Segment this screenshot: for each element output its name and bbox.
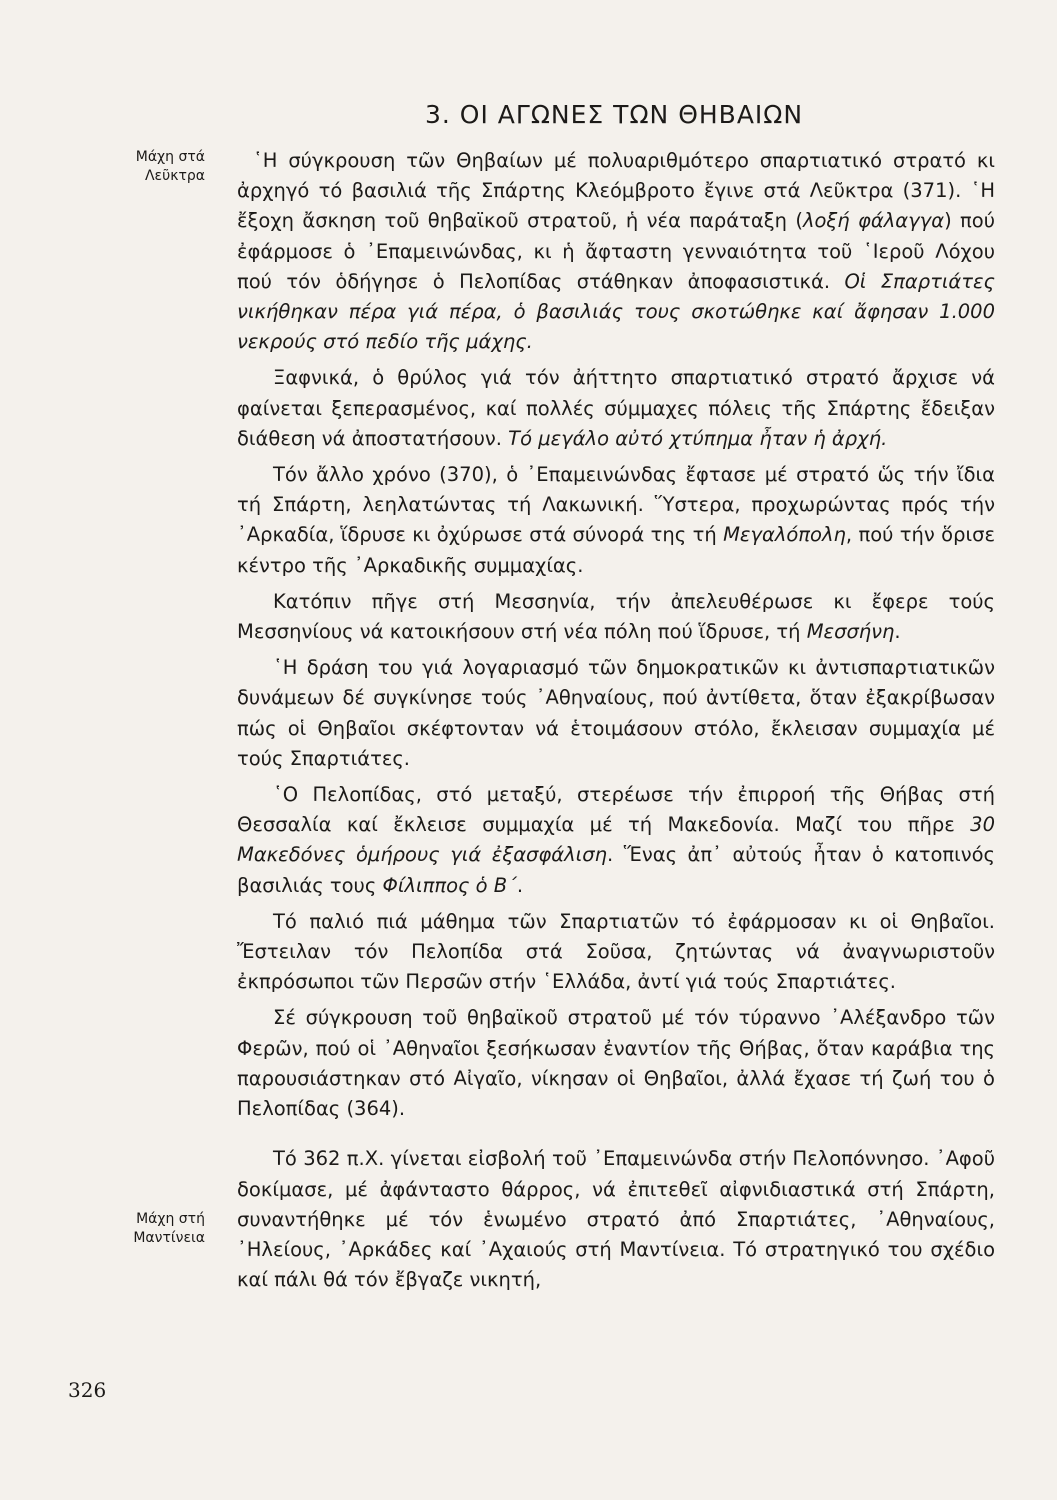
margin-note-mantineia bbox=[65, 1210, 205, 1248]
text-run: Τό 362 π.Χ. γίνεται εἰσβολή τοῦ ᾿Επαμεινώνδα στήν Πελοπόννησο. ᾿Αφοῦ δοκίμασε, μέ ἀφάνταστο θάρρος, νά ἐπιτεθεῖ αἰφνιδιαστικά στή Σπάρτη, συναντήθηκε μέ τόν ἑνωμένο στρατό ἀπό Σπαρτιάτες, ᾿Αθηναίους, ᾿Ηλείους, ᾿Αρκάδες καί ᾿Αχαιούς στή Μαντίνεια. Τό στρατηγικό του σχέδιο καί πάλι θά τόν ἔβγαζε νικητή, bbox=[237, 1147, 995, 1292]
page-number: 326 bbox=[68, 1378, 107, 1402]
margin-note-line: Λεῦκτρα bbox=[144, 168, 205, 184]
text-run: ῾Η σύγκρουση τῶν Θηβαίων μέ πολυαριθμότερο σπαρτιατικό στρατό κι ἀρχηγό τό βασιλιά τῆς Σπάρτης Κλεόμβροτο ἔγινε στά Λεῦκτρα (371). ῾Η ἔξοχη ἄσκηση τοῦ θηβαϊκοῦ στρατοῦ, ἡ νέα παράταξη ( bbox=[237, 149, 995, 233]
text-run: . bbox=[894, 620, 901, 644]
paragraph-athenians bbox=[237, 653, 995, 774]
italic-run: Φίλιππος ὁ Β΄ bbox=[382, 873, 517, 897]
paragraph-messenia bbox=[237, 587, 995, 647]
text-run: Σέ σύγκρουση τοῦ θηβαϊκοῦ στρατοῦ μέ τόν τύραννο ᾿Αλέξανδρο τῶν Φερῶν, πού οἱ ᾿Αθηναῖοι ξεσήκωσαν ἐναντίον τῆς Θήβας, ὅταν καράβια της παρουσιάστηκαν στό Αἰγαῖο, νίκησαν οἱ Θηβαῖοι, ἀλλά ἔχασε τή ζωή του ὁ Πελοπίδας (364). bbox=[237, 1006, 995, 1121]
italic-run: Μεγαλόπολη bbox=[723, 523, 846, 547]
italic-run: λοξή φάλαγγα bbox=[802, 209, 945, 233]
italic-run: Μεσσήνη bbox=[806, 620, 895, 644]
chapter-heading: 3. ΟΙ ΑΓΩΝΕΣ ΤΩΝ ΘΗΒΑΙΩΝ bbox=[425, 100, 804, 129]
italic-run: Τό μεγάλο αὐτό χτύπημα ἦταν ἡ ἀρχή. bbox=[508, 426, 888, 450]
text-run: Τόν ἄλλο χρόνο (370), ὁ ᾿Επαμεινώνδας ἔφτασε μέ στρατό ὥς τήν ἴδια τή Σπάρτη, λεηλατώντας τή Λακωνική. Ὕστερα, προχωρώντας πρός τήν ᾿Αρκαδία, ἵδρυσε κι ὀχύρωσε στά σύνορά της τή bbox=[237, 463, 995, 547]
margin-note-line: Μάχη στά bbox=[135, 149, 205, 165]
margin-note-leuktra bbox=[65, 148, 205, 186]
paragraph-mantineia bbox=[237, 1144, 995, 1295]
text-run: ῾Ο Πελοπίδας, στό μεταξύ, στερέωσε τήν ἐπιρροή τῆς Θήβας στή Θεσσαλία καί ἔκλεισε συμμαχία μέ τή Μακεδονία. Μαζί του πῆρε bbox=[237, 783, 995, 837]
paragraph-invasion bbox=[237, 460, 995, 581]
italic-run: Οἱ Σπαρτιάτες νικήθηκαν πέρα γιά πέρα, ὁ βασιλιάς τους σκοτώθηκε καί ἄφησαν 1.000 νεκρούς στό πεδίο τῆς μάχης. bbox=[237, 269, 995, 354]
text-run: ) πού ἐφάρμοσε ὁ ᾿Επαμεινώνδας, κι ἡ ἄφταστη γενναιότητα τοῦ ῾Ιεροῦ Λόχου πού τόν ὁδήγησε ὁ Πελοπίδας στάθηκαν ἀποφασιστικά. bbox=[237, 209, 995, 293]
paragraph-leuktra bbox=[237, 146, 995, 357]
text-run: ῾Η δράση του γιά λογαριασμό τῶν δημοκρατικῶν κι ἀντισπαρτιατικῶν δυνάμεων δέ συγκίνησε τούς ᾿Αθηναίους, πού ἀντίθετα, ὅταν ἐξακρίβωσαν πώς οἱ Θηβαῖοι σκέφτονταν νά ἑτοιμάσουν στόλο, ἔκλεισαν συμμαχία μέ τούς Σπαρτιάτες. bbox=[237, 656, 995, 770]
margin-note-line: Μαντίνεια bbox=[133, 1230, 205, 1246]
text-run: , πού τήν ὅρισε κέντρο τῆς ᾿Αρκαδικῆς συμμαχίας. bbox=[237, 523, 995, 577]
text-run: Ξαφνικά, ὁ θρύλος γιά τόν ἀήττητο σπαρτιατικό στρατό ἄρχισε νά φαίνεται ξεπερασμένος, καί πολλές σύμμαχες πόλεις τῆς Σπάρτης ἔδειξαν διάθεση νά ἀποστατήσουν. bbox=[237, 366, 995, 450]
text-run: . Ἕνας ἀπ᾿ αὐτούς ἦταν ὁ κατοπινός βασιλιάς τους bbox=[237, 843, 995, 897]
paragraph-susa bbox=[237, 907, 995, 998]
text-run: Τό παλιό πιά μάθημα τῶν Σπαρτιατῶν τό ἐφάρμοσαν κι οἱ Θηβαῖοι. Ἔστειλαν τόν Πελοπίδα στά Σοῦσα, ζητώντας νά ἀναγνωριστοῦν ἐκπρόσωποι τῶν Περσῶν στήν ῾Ελλάδα, ἀντί γιά τούς Σπαρτιάτες. bbox=[237, 909, 995, 994]
italic-run: 30 Μακεδόνες ὁμήρους γιά ἐξασφάλιση bbox=[237, 813, 995, 867]
margin-note-line: Μάχη στή bbox=[136, 1211, 205, 1227]
main-text bbox=[237, 146, 995, 1301]
text-run: Κατόπιν πῆγε στή Μεσσηνία, τήν ἀπελευθέρωσε κι ἔφερε τούς Μεσσηνίους νά κατοικήσουν στή νέα πόλη πού ἵδρυσε, τή bbox=[237, 589, 995, 644]
paragraph-pherae bbox=[237, 1003, 995, 1124]
paragraph-pelopidas bbox=[237, 780, 995, 901]
paragraph-legend bbox=[237, 363, 995, 454]
text-run: . bbox=[516, 873, 524, 897]
